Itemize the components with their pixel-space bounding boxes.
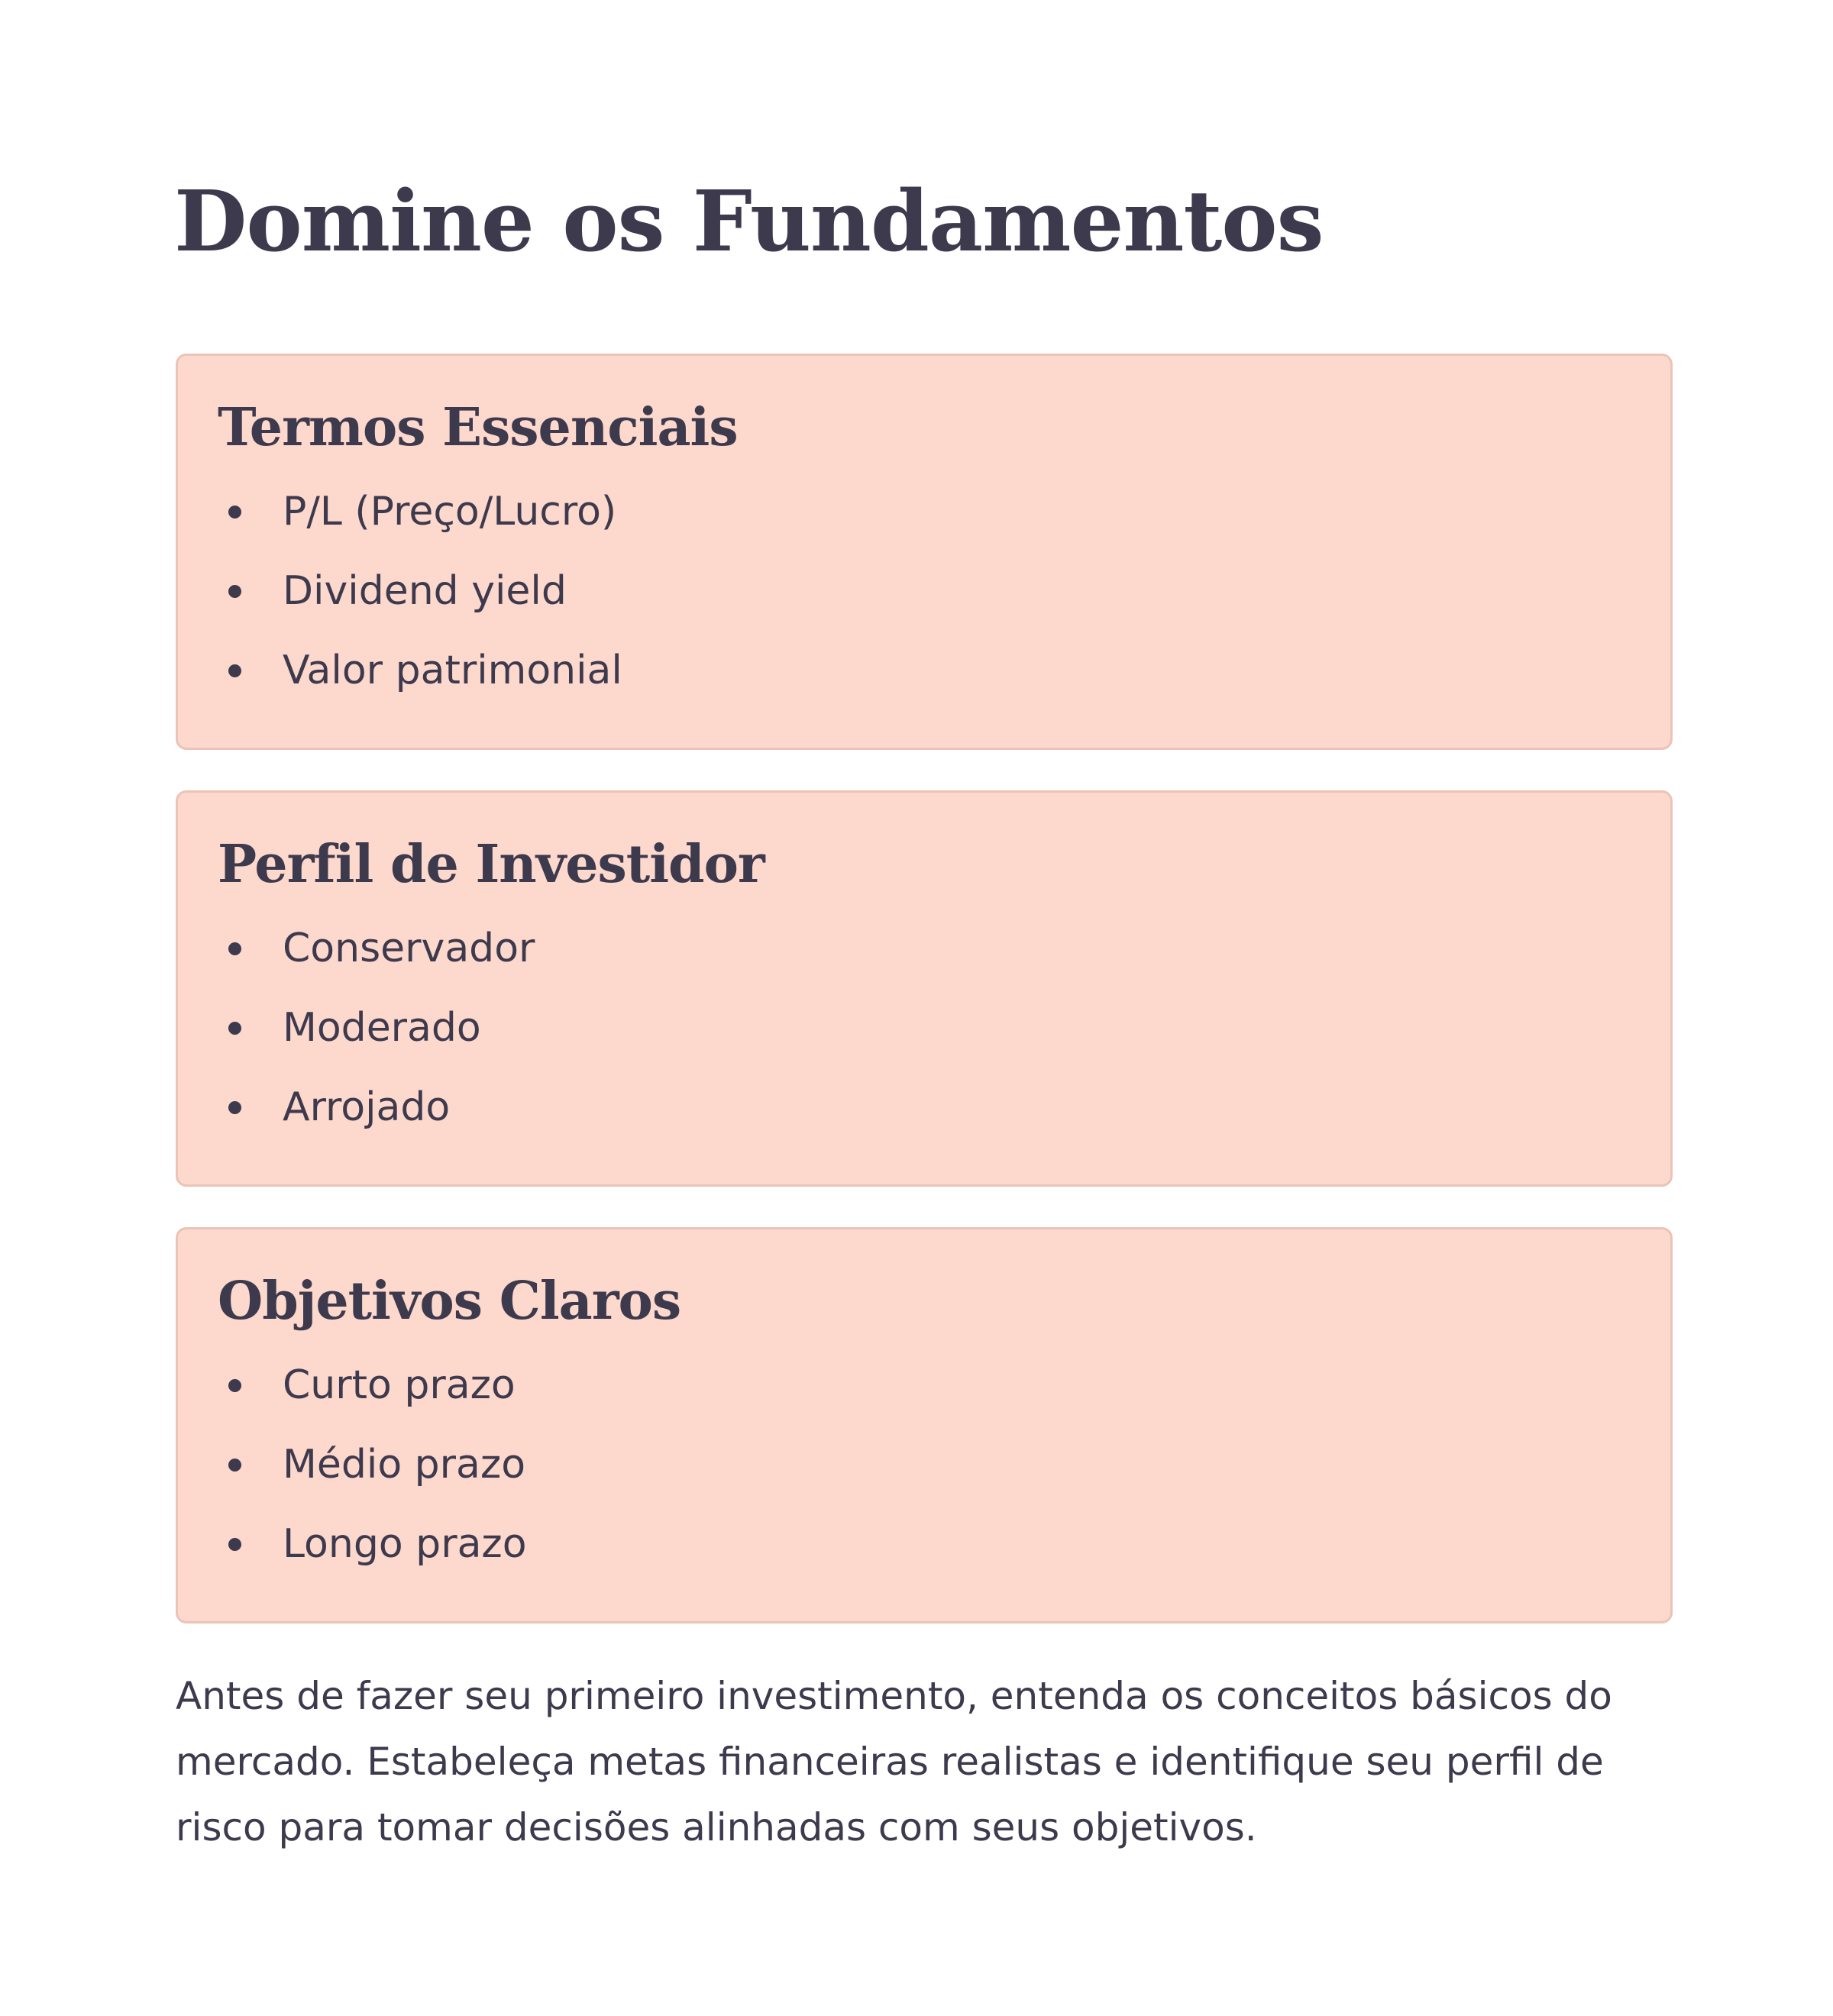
card-objetivos-claros — [176, 1227, 1673, 1623]
list-item — [218, 909, 1629, 988]
bullet-list — [218, 472, 1629, 710]
bullet-icon — [228, 1379, 241, 1392]
card-list — [176, 354, 1673, 1664]
list-item — [218, 1504, 1629, 1584]
card-title: Termos Essenciais — [218, 397, 738, 458]
bullet-icon — [228, 585, 241, 598]
bullet-icon — [228, 664, 241, 677]
list-item-label: Curto prazo — [283, 1362, 516, 1408]
bullet-list — [218, 1346, 1629, 1584]
list-item — [218, 472, 1629, 551]
list-item-label: Conservador — [283, 926, 535, 971]
bullet-icon — [228, 506, 241, 519]
list-item-label: P/L (Preço/Lucro) — [283, 489, 617, 535]
list-item-label: Arrojado — [283, 1084, 451, 1130]
bullet-icon — [228, 942, 241, 955]
list-item — [218, 551, 1629, 631]
list-item-label: Valor patrimonial — [283, 648, 622, 693]
card-title: Objetivos Claros — [218, 1271, 681, 1332]
list-item — [218, 631, 1629, 710]
bullet-list — [218, 909, 1629, 1147]
intro-paragraph: Antes de fazer seu primeiro investimento, entenda os conceitos básicos do mercado. Estabeleça metas financeiras realistas e identifique seu perfil de risco para tomar decisões alinhadas com seus objetivos. — [176, 1674, 1612, 1850]
card-termos-essenciais — [176, 354, 1673, 750]
card-perfil-de-investidor — [176, 790, 1673, 1187]
list-item — [218, 988, 1629, 1068]
bullet-icon — [228, 1538, 241, 1551]
page-title: Domine os Fundamentos — [174, 172, 1324, 270]
list-item-label: Longo prazo — [283, 1521, 527, 1567]
bullet-icon — [228, 1459, 241, 1472]
list-item — [218, 1068, 1629, 1147]
bullet-icon — [228, 1022, 241, 1035]
bullet-icon — [228, 1101, 241, 1114]
list-item-label: Dividend yield — [283, 568, 567, 614]
list-item-label: Moderado — [283, 1005, 481, 1051]
list-item — [218, 1425, 1629, 1504]
list-item-label: Médio prazo — [283, 1442, 526, 1488]
card-title: Perfil de Investidor — [218, 834, 765, 895]
list-item — [218, 1346, 1629, 1425]
